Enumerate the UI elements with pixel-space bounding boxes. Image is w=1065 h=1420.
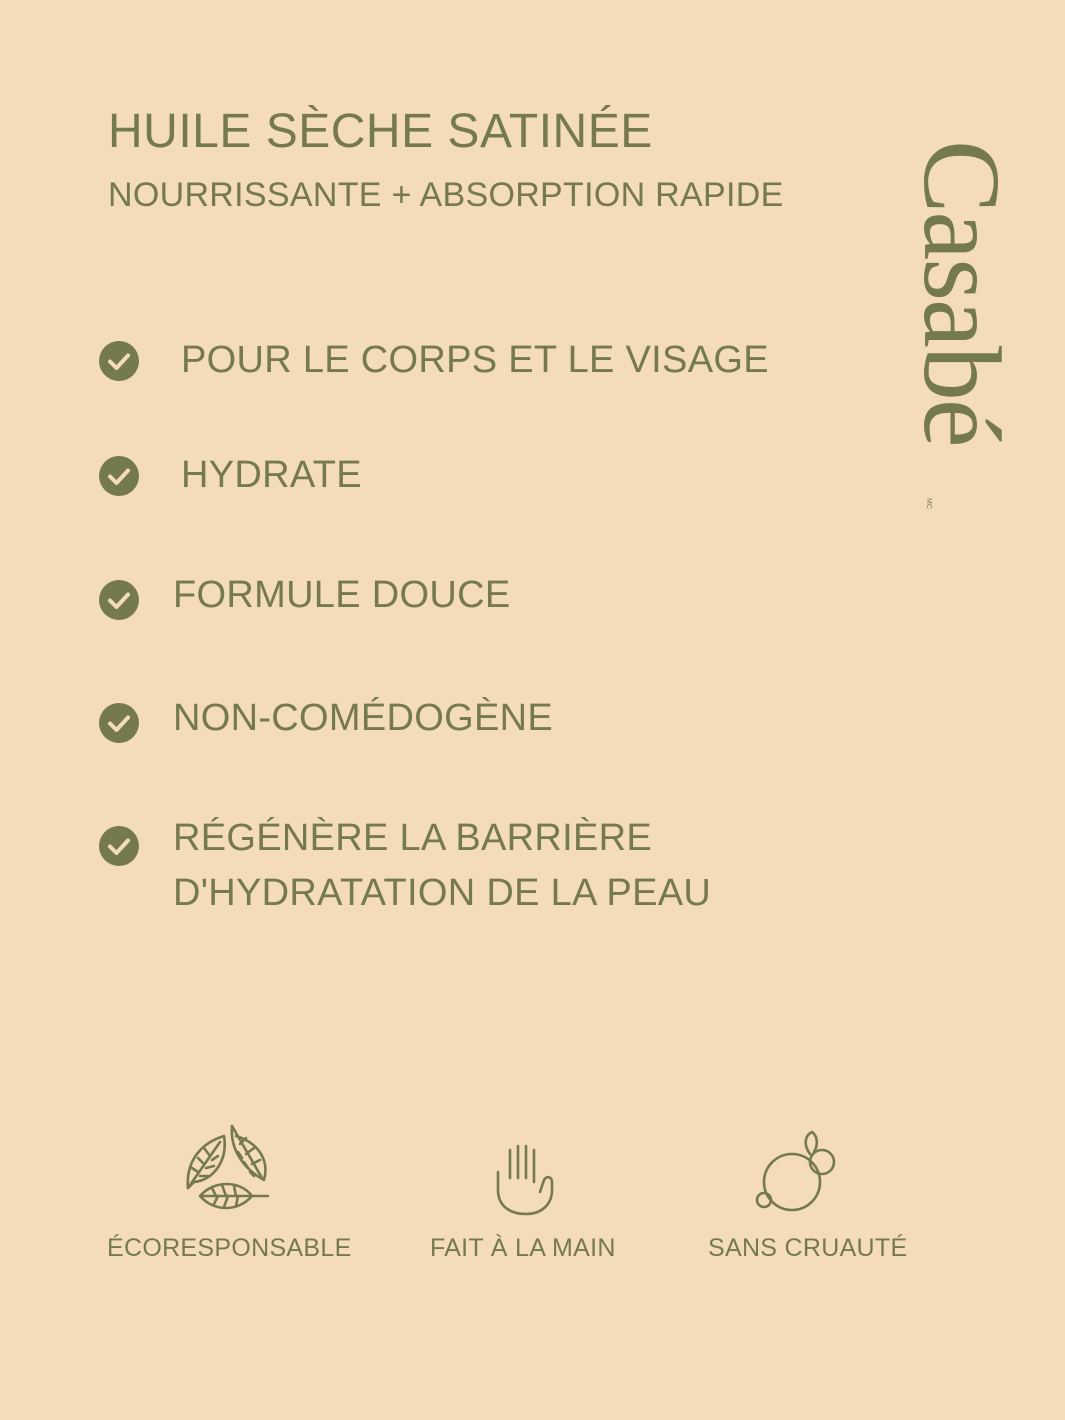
product-subtitle: NOURRISSANTE + ABSORPTION RAPIDE xyxy=(108,176,784,214)
feature-item: NON-COMÉDOGÈNE xyxy=(173,697,553,739)
check-circle-icon xyxy=(99,826,139,866)
feature-item: FORMULE DOUCE xyxy=(173,574,511,616)
badge-label-sans-cruaute: SANS CRUAUTÉ xyxy=(708,1234,908,1262)
bunny-icon xyxy=(752,1128,840,1216)
hand-icon xyxy=(494,1142,558,1218)
feature-item: HYDRATE xyxy=(181,454,362,496)
badge-label-ecoresponsable: ÉCORESPONSABLE xyxy=(107,1234,352,1262)
badge-label-fait-a-la-main: FAIT À LA MAIN xyxy=(430,1234,616,1262)
feature-item: POUR LE CORPS ET LE VISAGE xyxy=(181,339,769,381)
check-circle-icon xyxy=(99,456,139,496)
brand-logo xyxy=(901,140,1023,520)
feature-item: D'HYDRATATION DE LA PEAU xyxy=(173,872,712,914)
check-circle-icon xyxy=(99,341,139,381)
brand-logo-text: Casabé xyxy=(901,140,1023,446)
feature-item: RÉGÉNÈRE LA BARRIÈRE xyxy=(173,817,653,859)
brand-trademark: MC xyxy=(925,498,932,509)
check-circle-icon xyxy=(99,580,139,620)
leaves-icon xyxy=(184,1124,270,1214)
check-circle-icon xyxy=(99,703,139,743)
product-title: HUILE SÈCHE SATINÉE xyxy=(108,105,653,158)
